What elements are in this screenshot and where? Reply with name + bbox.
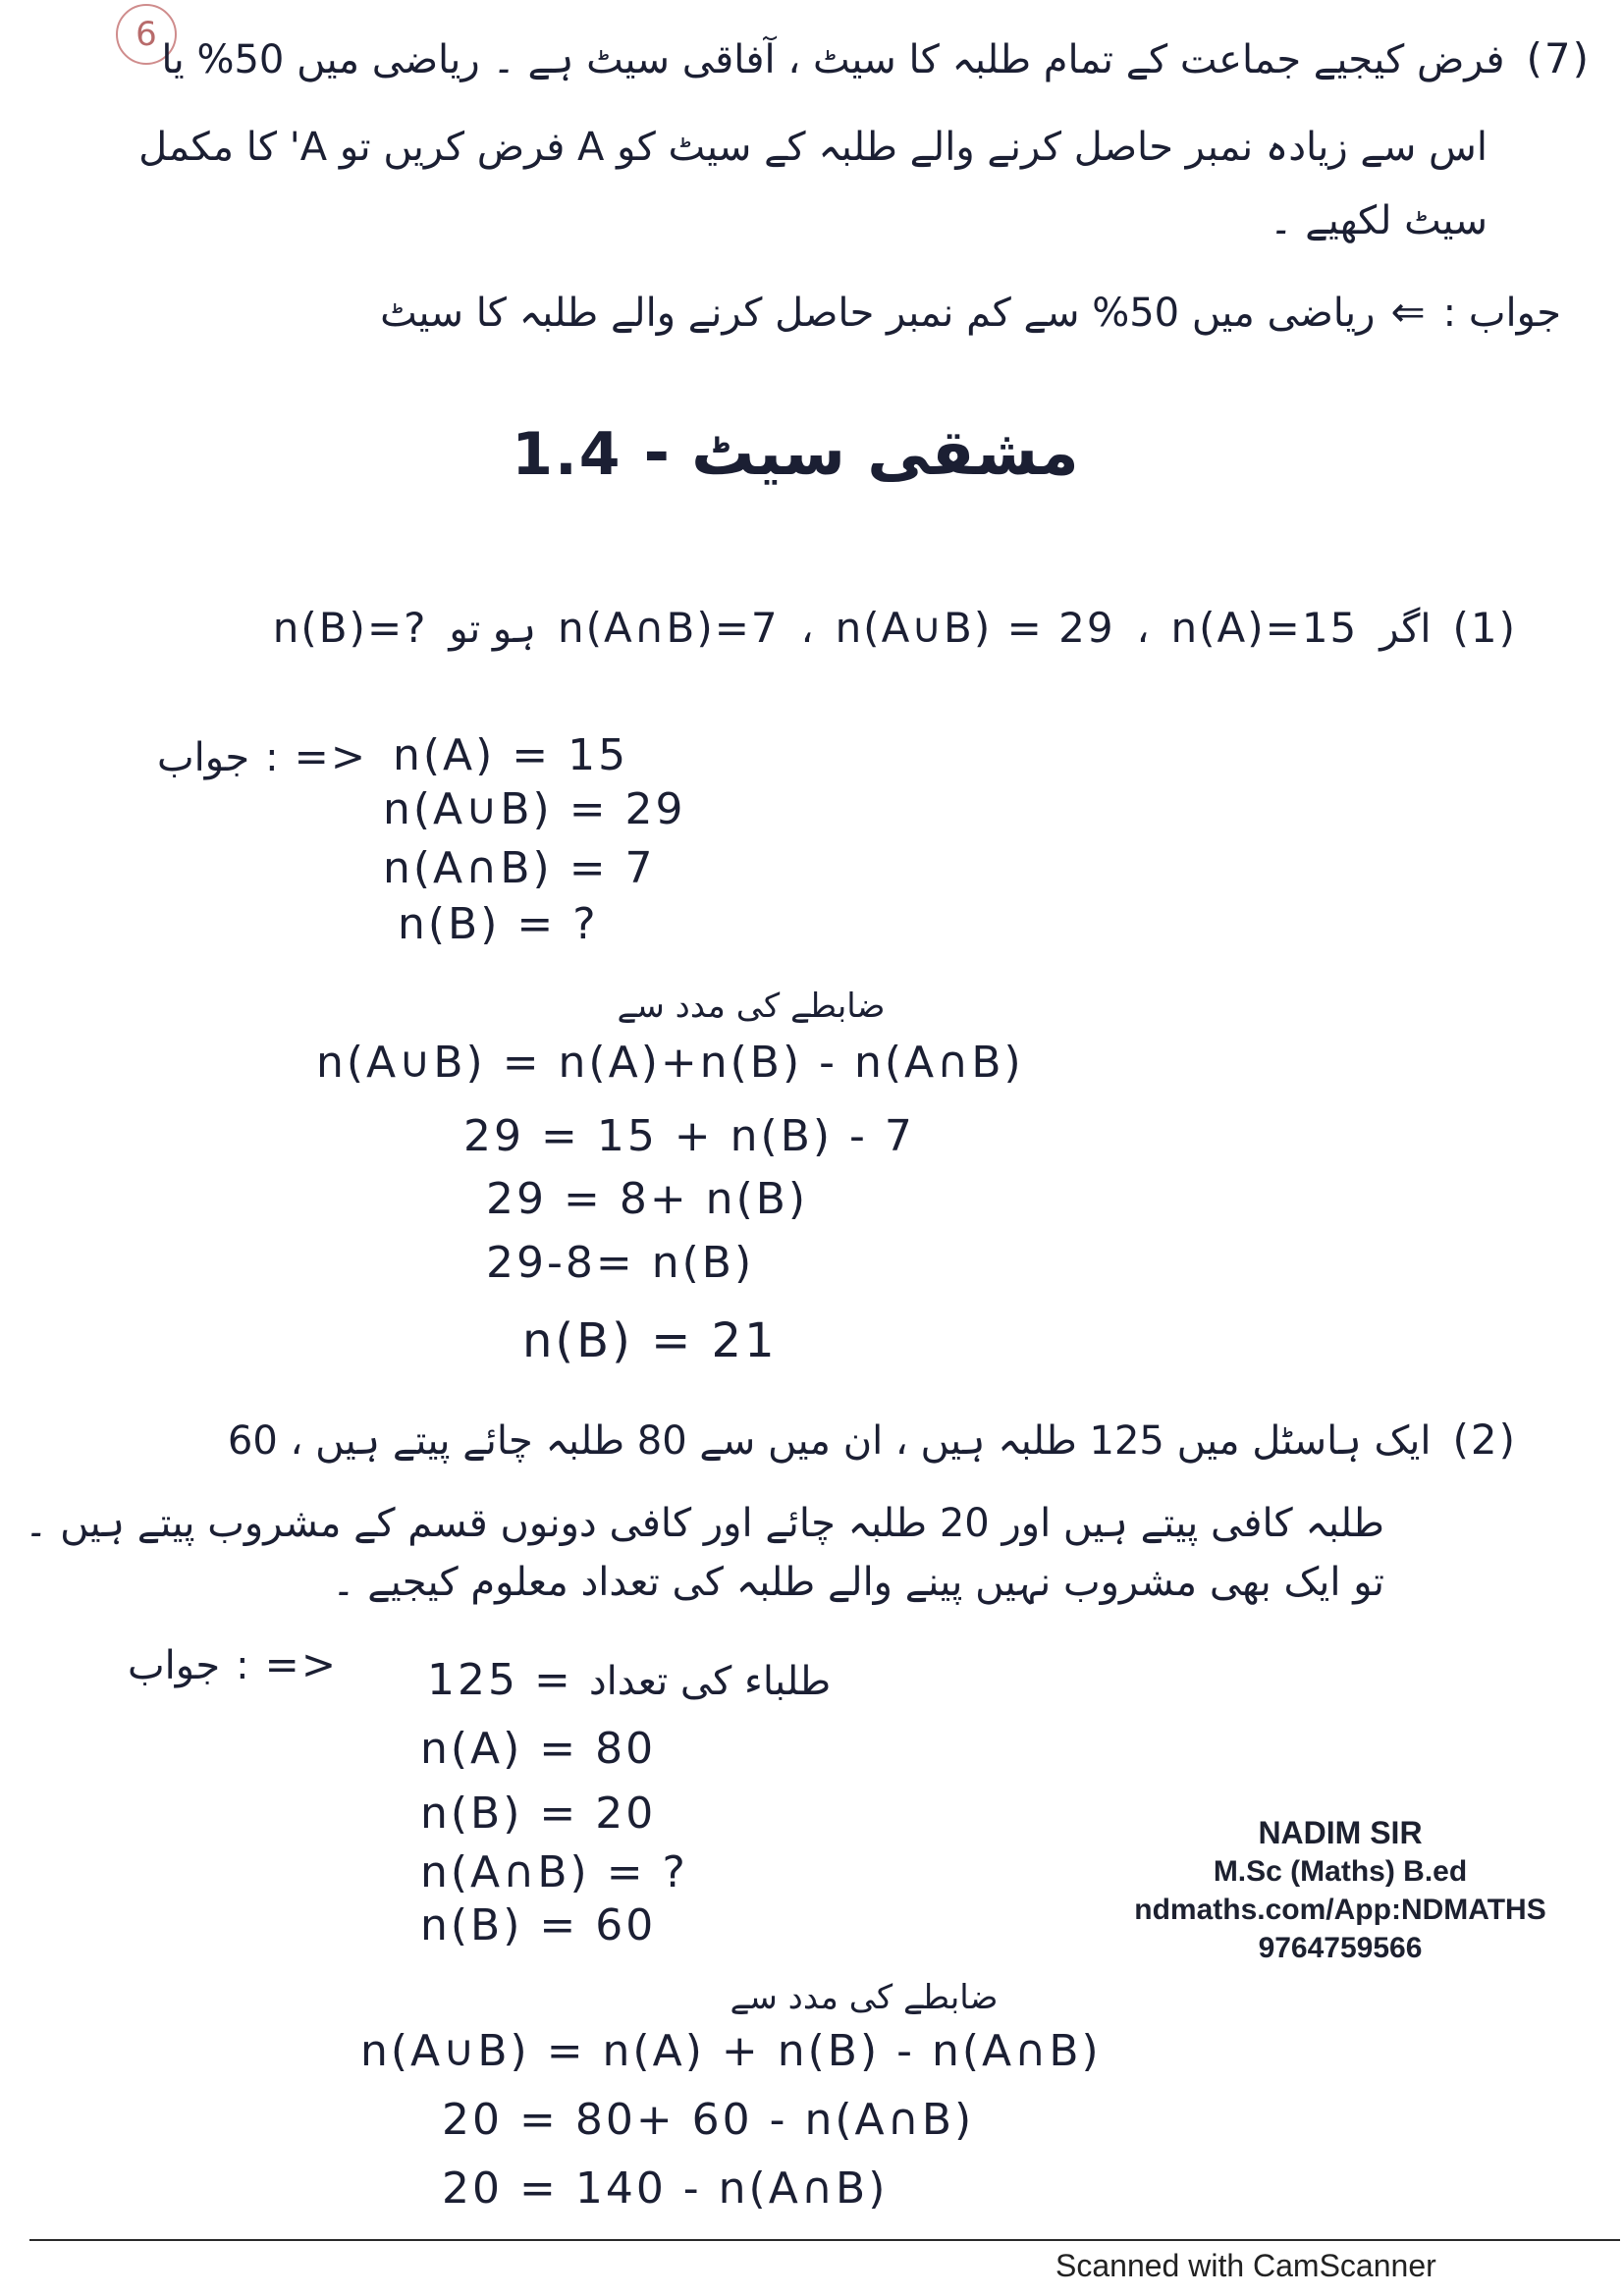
question7-answer-text: ریاضی میں 50% سے کم نمبر حاصل کرنے والے طلبہ کا سیٹ bbox=[380, 291, 1376, 336]
answer1-given-intersection: n(A∩B) = 7 bbox=[383, 843, 656, 893]
answer2-given-b: n(B) = 20 bbox=[420, 1789, 657, 1839]
question7-line2 bbox=[128, 120, 1488, 175]
question1-given-intersection: n(A∩B)=7 bbox=[558, 604, 780, 652]
scanner-footer: Scanned with CamScanner bbox=[1055, 2248, 1436, 2283]
question7-text-line3: سیٹ لکھیے ۔ bbox=[1270, 198, 1488, 243]
answer2-given-b2: n(B) = 60 bbox=[420, 1900, 657, 1950]
answer1-step: 29 = 8+ n(B) bbox=[486, 1174, 809, 1224]
answer1-step: 29-8= n(B) bbox=[486, 1238, 755, 1288]
exercise-heading bbox=[491, 412, 1100, 496]
answer1-formula: n(A∪B) = n(A)+n(B) - n(A∩B) bbox=[316, 1038, 1024, 1088]
arrow-icon: ⇐ bbox=[1390, 288, 1428, 336]
question2-line3 bbox=[275, 1555, 1384, 1610]
exercise-number: 1.4 bbox=[512, 420, 622, 489]
answer2-step: 20 = 80+ 60 - n(A∩B) bbox=[442, 2095, 975, 2145]
answer2-step: 20 = 140 - n(A∩B) bbox=[442, 2163, 889, 2214]
answer-word: جواب bbox=[157, 735, 250, 780]
answer1-step: 29 = 15 + n(B) - 7 bbox=[463, 1111, 915, 1161]
answer2-formula-note: ضابطے کی مدد سے bbox=[730, 1978, 999, 2017]
question1-number: (1) bbox=[1452, 604, 1517, 652]
question1-ask: n(B)=? bbox=[272, 604, 428, 652]
stamp-website: ndmaths.com/App:NDMATHS bbox=[1134, 1894, 1546, 1926]
answer2-total-row bbox=[427, 1654, 831, 1709]
answer-word: جواب bbox=[128, 1643, 221, 1688]
arrow-icon: => bbox=[294, 732, 368, 780]
question2-text-line2: طلبہ کافی پیتے ہیں اور 20 طلبہ چائے اور کافی دونوں قسم کے مشروب پیتے ہیں ۔ bbox=[24, 1501, 1384, 1546]
question2-number: (2) bbox=[1452, 1415, 1517, 1464]
question2-text-line1: ایک ہاسٹل میں 125 طلبہ ہیں ، ان میں سے 80 طلبہ چائے پیتے ہیں ، 60 bbox=[227, 1418, 1432, 1464]
question7-text-line2: اس سے زیادہ نمبر حاصل کرنے والے طلبہ کے سیٹ کو A فرض کریں تو A' کا مکمل bbox=[138, 125, 1488, 170]
question7-line1 bbox=[108, 31, 1591, 87]
bottom-divider bbox=[29, 2239, 1620, 2241]
answer1-formula-note: ضابطے کی مدد سے bbox=[617, 987, 886, 1026]
answer2-total-equals: = bbox=[533, 1655, 573, 1705]
question7-line3 bbox=[884, 193, 1488, 248]
answer2-total-label: طلباء کی تعداد bbox=[588, 1659, 832, 1704]
question2-line2 bbox=[24, 1496, 1384, 1551]
answer1-given-b: n(B) = ? bbox=[398, 899, 599, 949]
answer-colon: : bbox=[265, 735, 279, 780]
stamp-qualification: M.Sc (Maths) B.ed bbox=[1213, 1855, 1468, 1888]
answer2-formula: n(A∪B) = n(A) + n(B) - n(A∩B) bbox=[360, 2026, 1102, 2076]
exercise-dash: - bbox=[643, 417, 671, 490]
question1-line bbox=[98, 601, 1517, 657]
answer-colon: : bbox=[236, 1643, 249, 1688]
answer2-total-value: 125 bbox=[427, 1655, 518, 1705]
question1-then: ہو تو bbox=[449, 607, 537, 652]
stamp-name: NADIM SIR bbox=[1258, 1815, 1423, 1850]
stamp-phone: 9764759566 bbox=[1258, 1932, 1423, 1964]
question7-answer bbox=[334, 285, 1561, 341]
question1-given-union: n(A∪B) = 29 bbox=[835, 604, 1115, 652]
exercise-title: مشقی سیٹ bbox=[691, 417, 1079, 490]
question7-text-line1: فرض کیجیے جماعت کے تمام طلبہ کا سیٹ ، آفاقی سیٹ ہے ۔ ریاضی میں 50% یا bbox=[161, 37, 1505, 82]
question7-number: (7) bbox=[1526, 34, 1591, 82]
answer2-given-intersection: n(A∩B) = ? bbox=[420, 1847, 688, 1897]
answer1-given-a: n(A) = 15 bbox=[393, 730, 629, 780]
teacher-stamp bbox=[1129, 1814, 1551, 1967]
question1-separator: ، bbox=[800, 607, 814, 652]
answer1-given-union: n(A∪B) = 29 bbox=[383, 784, 686, 834]
page-number: 6 bbox=[135, 15, 157, 54]
arrow-icon: => bbox=[264, 1640, 339, 1688]
question1-given-a: n(A)=15 bbox=[1170, 604, 1359, 652]
answer1-result: n(B) = 21 bbox=[522, 1313, 778, 1368]
question2-line1 bbox=[69, 1413, 1517, 1468]
answer2-label bbox=[128, 1637, 338, 1693]
question1-separator: ، bbox=[1136, 607, 1150, 652]
answer2-given-a: n(A) = 80 bbox=[420, 1724, 657, 1774]
answer1-label bbox=[157, 729, 367, 785]
question2-text-line3: تو ایک بھی مشروب نہیں پینے والے طلبہ کی تعداد معلوم کیجیے ۔ bbox=[332, 1560, 1384, 1605]
question1-if: اگر bbox=[1380, 607, 1432, 652]
answer-label: جواب : bbox=[1442, 291, 1561, 336]
